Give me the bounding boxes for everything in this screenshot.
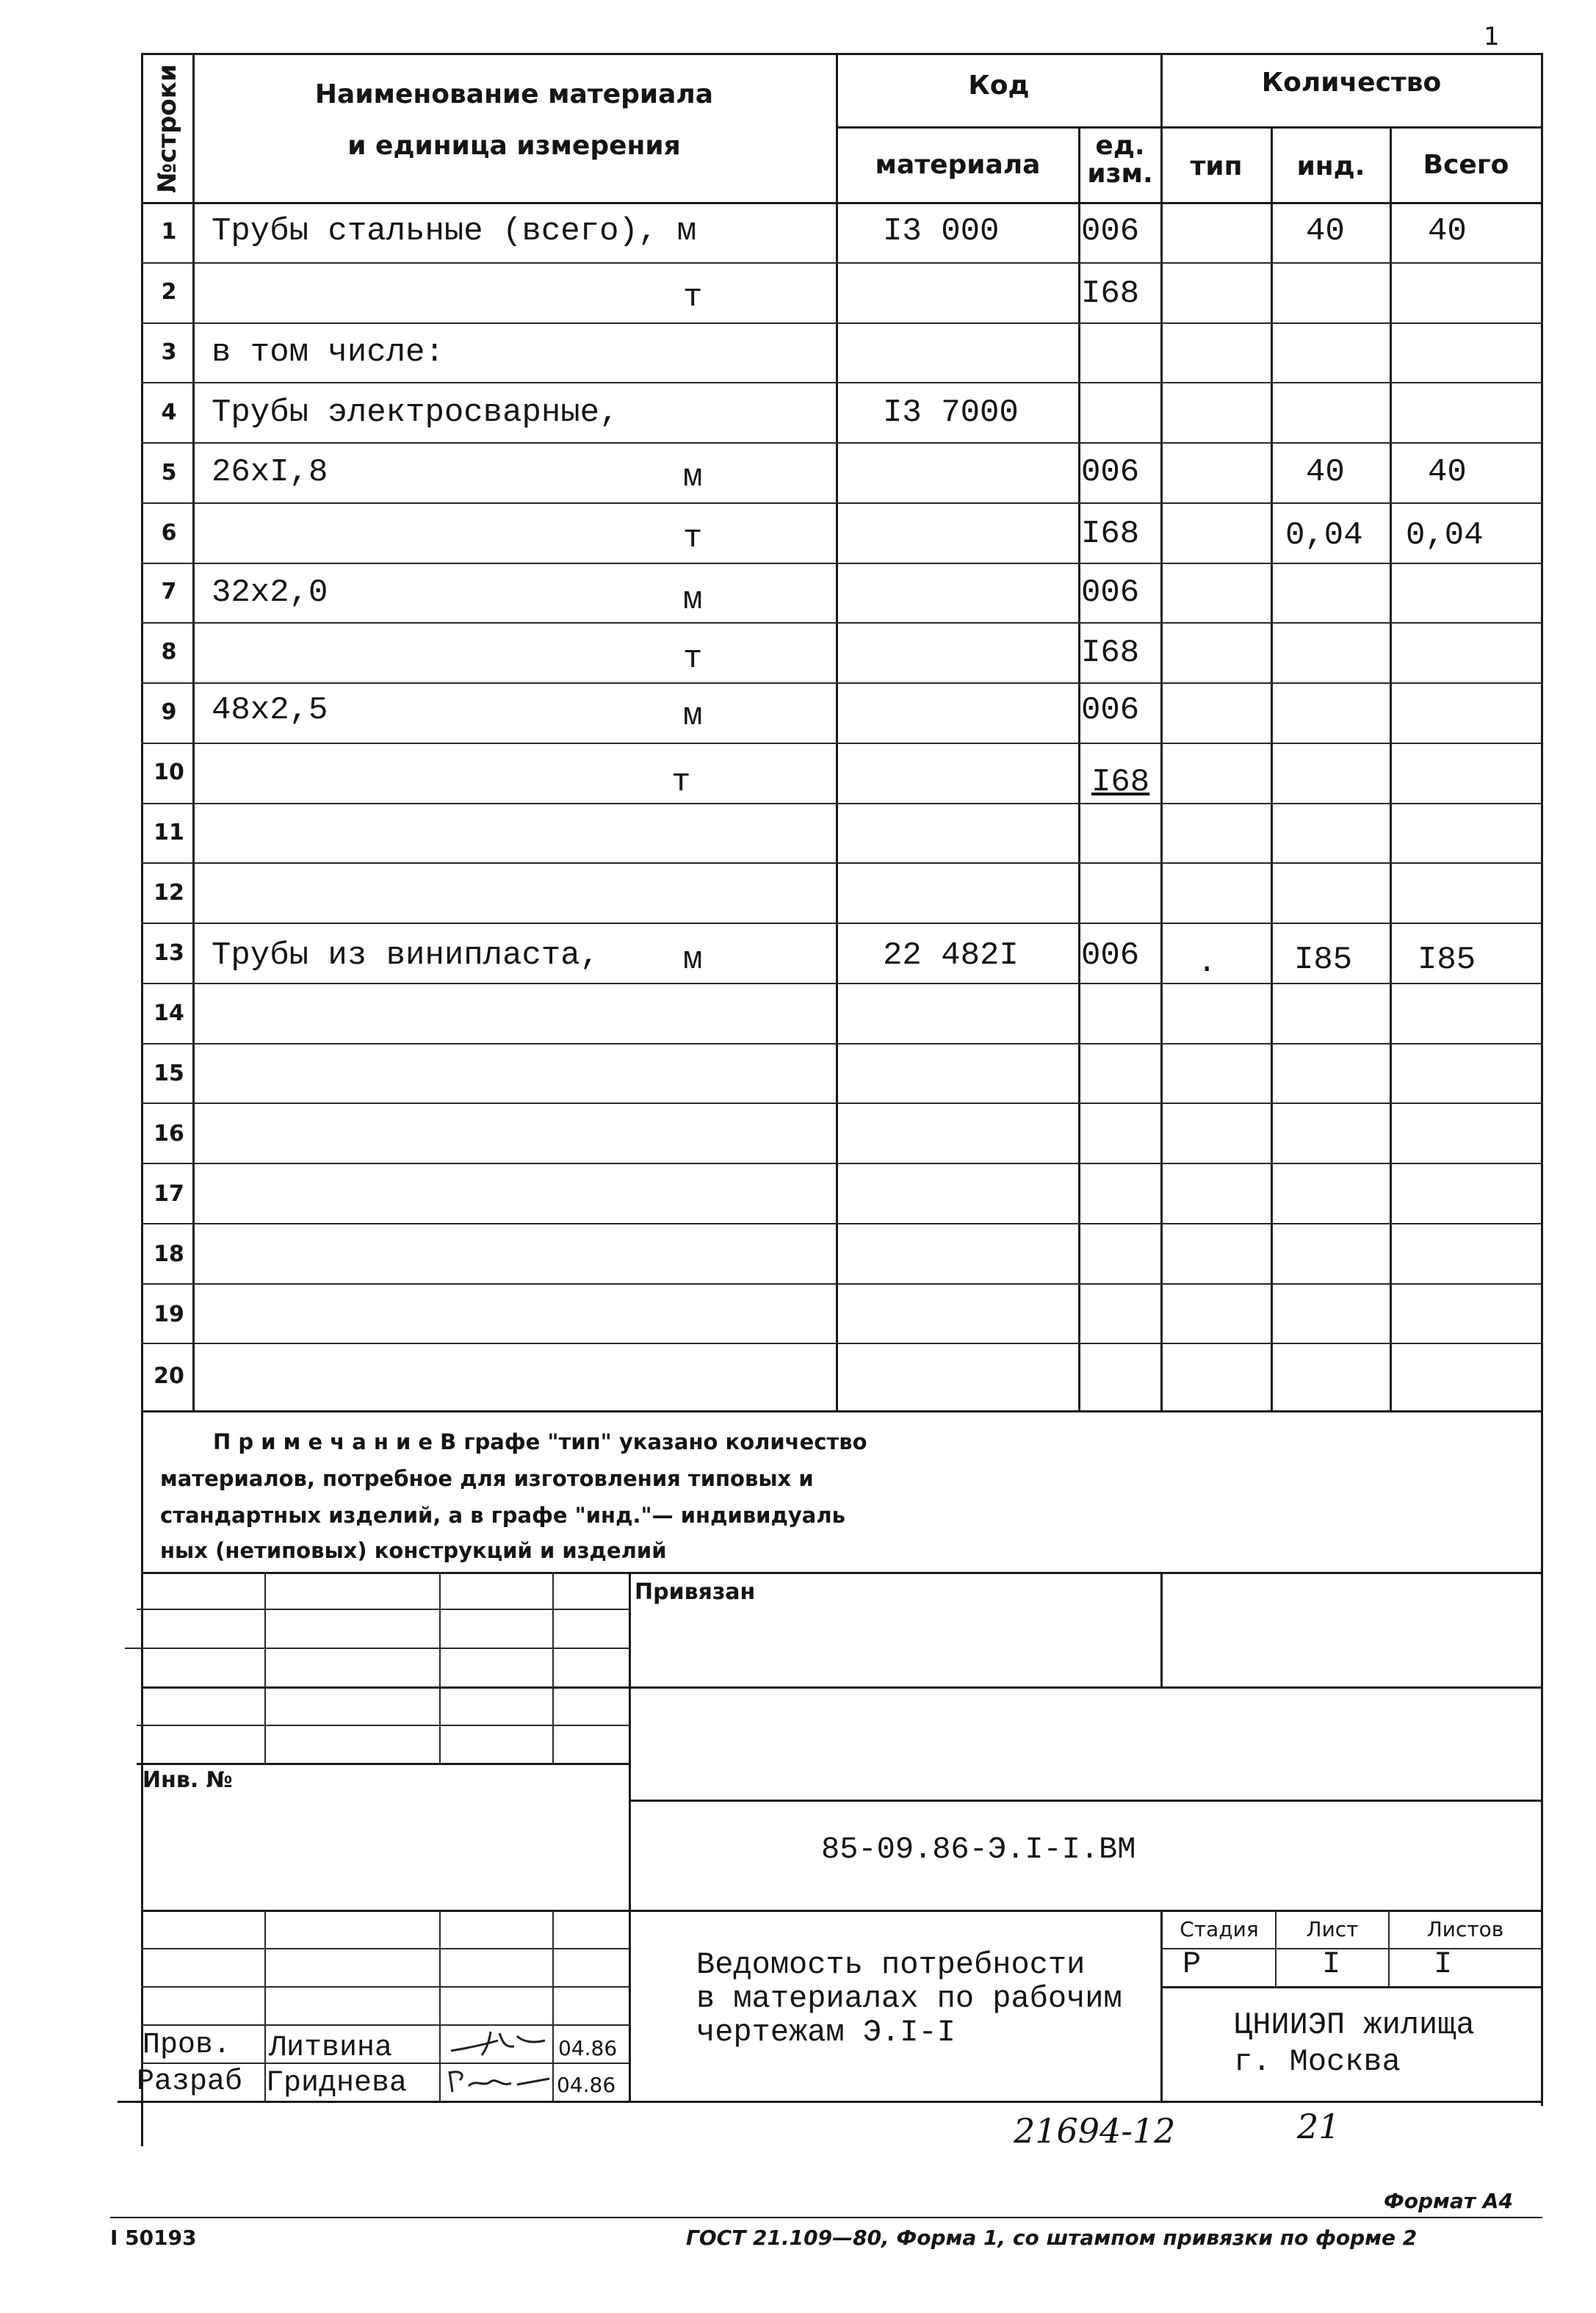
developed-date: 04.86	[557, 2073, 616, 2097]
row-number: 6	[161, 520, 177, 546]
sheets-label: Листов	[1426, 1917, 1504, 1941]
row-name: Трубы из винипласта,	[212, 937, 600, 974]
row-name: Трубы электросварные,	[212, 394, 619, 431]
row-unit-word: м	[683, 582, 703, 618]
code-header: Код	[968, 71, 1030, 101]
handwritten-page: 21	[1297, 2107, 1340, 2146]
row-unit: I68	[1081, 275, 1140, 312]
row-typ: .	[1197, 945, 1217, 981]
row-number: 18	[154, 1241, 184, 1267]
row-name: 32x2,0	[212, 574, 328, 611]
row-number: 11	[154, 820, 184, 845]
row-unit: I68	[1091, 764, 1150, 801]
row-unit-word: м	[683, 459, 703, 496]
checked-date: 04.86	[558, 2036, 618, 2060]
row-number-header: №строки	[153, 64, 182, 193]
row-number: 1	[161, 219, 177, 245]
note-line: ных (нетиповых) конструкций и изделий	[160, 1538, 667, 1563]
quantity-header: Количество	[1261, 68, 1442, 98]
checked-signature-icon	[447, 2026, 549, 2065]
checked-role: Пров.	[142, 2029, 231, 2062]
typ-header: тип	[1190, 151, 1243, 181]
row-unit-word: м	[683, 942, 703, 978]
developed-signature-icon	[444, 2065, 552, 2101]
row-number: 12	[154, 880, 184, 906]
row-name: 26xI,8	[212, 454, 328, 491]
row-unit: 006	[1081, 213, 1140, 250]
row-unit-word: т	[683, 520, 703, 557]
sheets-value: I	[1434, 1946, 1453, 1982]
row-total: 0,04	[1406, 517, 1484, 554]
ind-header: инд.	[1296, 151, 1365, 181]
row-unit-word: м	[683, 698, 703, 735]
row-unit: 006	[1081, 937, 1140, 974]
row-unit: 006	[1081, 454, 1140, 491]
row-unit: I68	[1081, 516, 1140, 552]
developed-role: Разраб	[137, 2065, 243, 2099]
row-ind: I85	[1294, 942, 1353, 978]
name-header-line1: Наименование материала	[314, 79, 714, 109]
row-unit-word: т	[671, 764, 691, 801]
row-number: 7	[161, 579, 177, 605]
stage-value: Р	[1182, 1946, 1202, 1982]
row-number: 4	[161, 400, 177, 425]
row-name: 48x2,5	[212, 692, 328, 729]
row-number: 10	[154, 759, 184, 785]
row-number: 13	[154, 940, 184, 966]
row-name: Трубы стальные (всего), м	[212, 213, 697, 250]
row-number: 19	[154, 1302, 184, 1327]
row-unit: I68	[1081, 635, 1140, 671]
row-number: 20	[154, 1363, 184, 1389]
document-designation: 85-09.86-Э.I-I.ВМ	[821, 1832, 1136, 1867]
total-header: Всего	[1423, 150, 1509, 180]
developed-name: Гриднева	[266, 2067, 408, 2100]
sheet-label: Лист	[1306, 1917, 1359, 1941]
format-label: Формат А4	[1384, 2189, 1513, 2213]
document-title: Ведомость потребности в материалах по рабочим чертежам Э.I-I	[696, 1947, 1122, 2050]
handwritten-number: 21694-12	[1014, 2111, 1176, 2151]
row-code: 22 482I	[883, 937, 1019, 974]
row-unit-word: т	[683, 641, 703, 677]
gost-reference: ГОСТ 21.109—80, Форма 1, со штампом привязки по форме 2	[686, 2226, 1418, 2250]
row-number: 9	[161, 699, 177, 725]
unit-header: ед. изм.	[1087, 131, 1153, 189]
row-total: 40	[1428, 213, 1467, 250]
row-number: 17	[154, 1181, 184, 1207]
row-ind: 40	[1306, 454, 1345, 491]
left-code: I 50193	[110, 2226, 197, 2250]
row-code: I3 000	[883, 213, 1000, 250]
inventory-number-label: Инв. №	[142, 1767, 233, 1793]
sheet-value: I	[1322, 1946, 1341, 1982]
row-number: 16	[154, 1121, 184, 1147]
material-code-header: материала	[875, 150, 1041, 180]
note-line: стандартных изделий, а в графе "инд."— индивидуаль	[160, 1503, 845, 1528]
attached-label: Привязан	[635, 1579, 756, 1605]
name-header-line2: и единица измерения	[347, 131, 681, 161]
row-code: I3 7000	[883, 394, 1019, 431]
stage-label: Стадия	[1180, 1917, 1259, 1941]
row-number: 8	[161, 639, 177, 665]
row-number: 5	[161, 460, 177, 486]
row-ind: 0,04	[1285, 517, 1363, 554]
top-right-mark: 1	[1484, 22, 1500, 51]
row-ind: 40	[1306, 213, 1345, 250]
row-unit: 006	[1081, 692, 1140, 729]
row-total: 40	[1428, 454, 1467, 491]
row-number: 3	[161, 339, 177, 365]
row-total: I85	[1418, 942, 1476, 978]
organization: ЦНИИЭП жилища г. Москва	[1234, 2007, 1475, 2079]
note-line: П р и м е ч а н и е В графе "тип" указано количество	[213, 1429, 867, 1454]
row-number: 2	[161, 279, 177, 305]
note-line: материалов, потребное для изготовления типовых и	[160, 1466, 814, 1491]
row-number: 14	[154, 1000, 184, 1026]
row-number: 15	[154, 1061, 184, 1086]
row-unit-word: т	[683, 279, 703, 316]
row-unit: 006	[1081, 574, 1140, 611]
checked-name: Литвина	[269, 2032, 393, 2065]
row-name: в том числе:	[212, 334, 444, 371]
